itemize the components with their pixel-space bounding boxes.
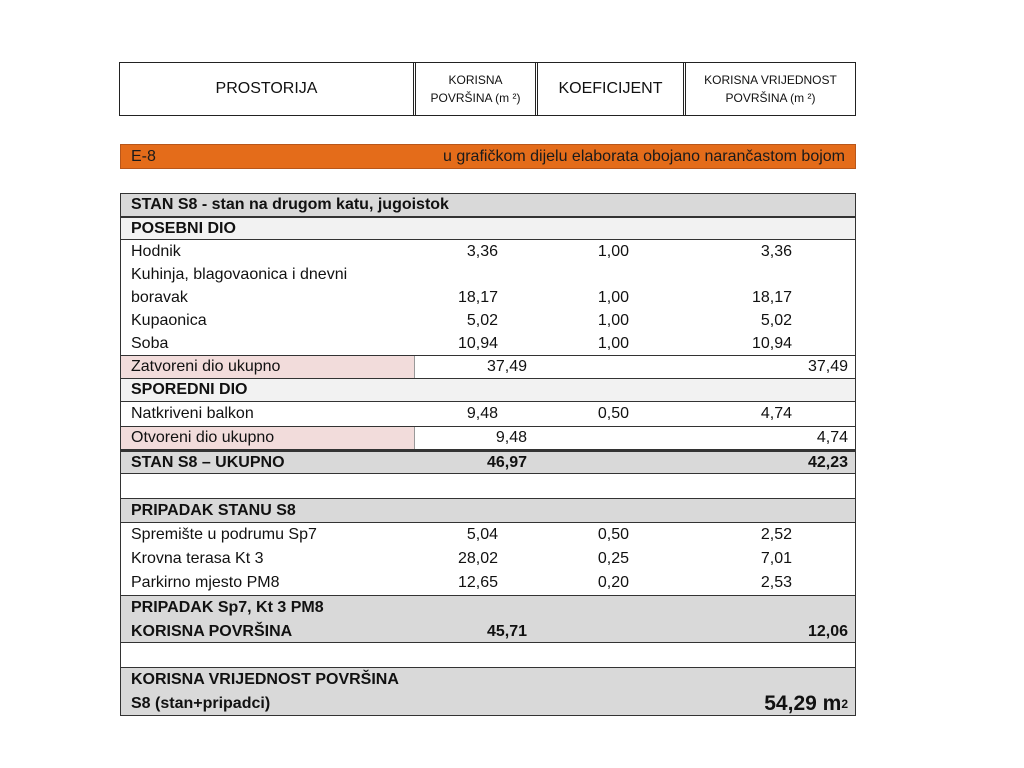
table-row: Hodnik 3,36 1,00 3,36 — [131, 242, 792, 260]
area-table — [120, 193, 856, 716]
zatvoreni-total-row: Zatvoreni dio ukupno 37,49 37,49 — [121, 355, 855, 379]
sporedni-title-row: SPOREDNI DIO — [121, 379, 855, 402]
final-total-row: KORISNA VRIJEDNOST POVRŠINA S8 (stan+pripadci) 54,29 m 2 — [121, 668, 855, 716]
unit-code: E-8 — [131, 147, 156, 165]
header-korisna-povrsina: KORISNA POVRŠINA (m ²) — [416, 63, 538, 115]
stan-title-row: STAN S8 - stan na drugom katu, jugoistok — [121, 193, 855, 217]
header-prostorija: PROSTORIJA — [120, 63, 416, 115]
unit-note: u grafičkom dijelu elaborata obojano narančastom bojom — [442, 147, 845, 165]
stan-total-row: STAN S8 – UKUPNO 46,97 42,23 — [121, 450, 855, 474]
table-row: Spremište u podrumu Sp7 5,04 0,50 2,52 — [131, 526, 792, 543]
table-row: Kuhinja, blagovaonica i dnevni — [131, 265, 348, 283]
table-row: boravak 18,17 1,00 18,17 — [131, 288, 792, 306]
final-total-value: 54,29 m 2 — [764, 692, 848, 715]
spacer-row — [121, 643, 855, 668]
otvoreni-total-row: Otvoreni dio ukupno 9,48 4,74 — [121, 426, 855, 450]
unit-banner — [120, 144, 856, 169]
posebni-title-row: POSEBNI DIO — [121, 217, 855, 240]
table-row: Soba 10,94 1,00 10,94 — [131, 334, 792, 352]
pripadak-title-row: PRIPADAK STANU S8 — [121, 499, 855, 523]
spacer-row — [121, 474, 855, 499]
table-row: Parkirno mjesto PM8 12,65 0,20 2,53 — [131, 574, 792, 591]
header-koeficijent: KOEFICIJENT — [538, 63, 686, 115]
table-row: Krovna terasa Kt 3 28,02 0,25 7,01 — [131, 550, 792, 567]
column-header-table — [119, 62, 856, 116]
header-korisna-vrijednost: KORISNA VRIJEDNOST POVRŠINA (m ²) — [704, 73, 837, 105]
pripadak-total-row: PRIPADAK Sp7, Kt 3 PM8 KORISNA POVRŠINA 45,71 12,06 — [121, 595, 855, 643]
table-row: Kupaonica 5,02 1,00 5,02 — [131, 311, 792, 329]
table-row: Natkriveni balkon 9,48 0,50 4,74 — [131, 405, 792, 422]
